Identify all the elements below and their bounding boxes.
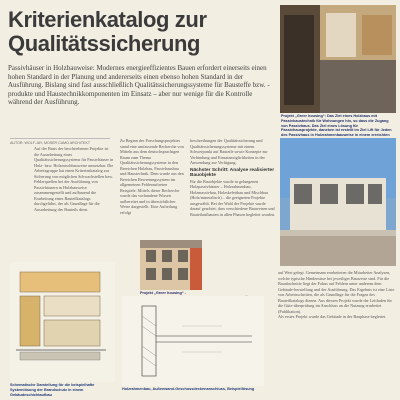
construction-diagram bbox=[10, 262, 115, 382]
column-3 bbox=[190, 138, 276, 263]
column-4-text: auf Wert gelegt. Gemeinsam erarbeiteten die Mitarbeiter Analysen, welche typische Hindernisse bei jeweiliger Bauweise sind. Für die Bauabschnitte liegt der Fokus auf Fehlern unter anderem dem Gebäude-herstellung und der Ausführung. Das Ergebnis ist eine Liste von Arbeitsschritten, die als Grundlage für die Fragen des Bauteilkatalogs dienen. Aus diesem Projekt wurde der Leitfaden für die Güte-überprüfung im Anschluss an die Nutzung erarbeitet (Publikation). bbox=[278, 270, 395, 314]
section-drawing-image bbox=[122, 296, 264, 386]
construction-diagram-image bbox=[10, 262, 115, 382]
article-intro: Passivhäuser in Holzbauweise: Modernes energieeffizientes Bauen erfordert einerseits einen hohen Standard in der Planung und andererseits einen ebenso hohen Standard in der Ausführung. Bislang sind fast ausschließlich Qualitätssicherungssysteme für Bausteffe bzw. -produkte und Haustechnikkomponenten im Einsatz – aber nur wenige für die Kontrolle während der Ausführung. bbox=[8, 64, 270, 107]
caption-house-1: Projekt „Greer housing“: Das Ziel eines Holzbaus mit Passivhaustechnik für Wohnungen hin, so dass die Zugang von Passivhaus. Das Ziel eines Lösung für Passivhausprojekte, daneben ist erstellt im Ziel Lift für Jeden des Passivhaus in Holzrahmenbauweise in einem erreichten bbox=[281, 114, 392, 138]
title-line-1: Kriterienkatalog zur bbox=[8, 7, 207, 32]
house-photo-2-image bbox=[280, 138, 396, 266]
column-4 bbox=[278, 270, 396, 395]
column-4-end: Als erstes Projekt wurde das Gebäude in der Bauphase begleitet. bbox=[278, 314, 387, 319]
column-1-text: Auf der Basis der beschriebenen Projekte ist die Ausarbeitung eines Qualitätssicherungssystems für Passivhäuser in Holz- bzw. Holzmischbauweise umsetzbar. Die Arbeitsgruppe hat einen Kriterienkatalog zur Sicherung von möglichen Schwachstellen bzw. Fehlerquellen bei der Ausführung von Passivhäusern in Holzbauweise zusammengestellt und aufbauend die Erarbeitung eines Bauteilkatalogs durchgeführt, der als Grundlage für die Ausarbeitung des Bauteils dient. bbox=[34, 146, 114, 212]
title-line-2: Qualitätssicherung bbox=[8, 31, 201, 56]
column-3-text-a: beschreibungen der Qualitätssicherung und Qualitätssicherungssysteme mit einem Schwerpunkt auf Bauteile sowie Konzepte zur Verbindung und Einsatzmöglichkeiten in der Anwendung zur Verfügung. bbox=[190, 138, 268, 165]
column-3-text-b: Für die Bauobjekte wurde in gelungenen Holzpassivhäuser – Holzrahmenbau, Holzmassivbau, Holzskelettbau und Mischbau (Holz/mineralisch) – die geeigneten Projekte ausgewählt. Bei der Wahl der Projekte wurde darauf geachtet, dass verschiedene Bauweisen und Bauteilaufbauten in allen Phasen begleitet wurden. bbox=[190, 178, 276, 217]
column-3-heading: Nächster Schritt: Analyse realisierter Bauobjekte bbox=[190, 167, 275, 178]
side-label bbox=[268, 268, 276, 363]
column-2 bbox=[120, 138, 184, 234]
building-photo-image bbox=[140, 240, 202, 290]
section-drawing bbox=[122, 296, 264, 386]
house-photo-1-image bbox=[280, 5, 396, 113]
author-line: AUTOR: WOLF-JAY, MOSER CAMO ARCHITEKT bbox=[10, 138, 110, 145]
column-2-text: Zu Beginn des Forschungsprojektes stand eine umfassende Recherche von Mitteln aus dem deutschsprachigen Raum zum Thema Qualitätssicherungssysteme in den Bereichen Holzbau, Passivhausbau und Haustechnik. Dem wurde aus den Bereichen Bewertungssystem im allgemeinen Fehlerauftreten Beispiele. Mittels dieser Recherche wurde das vorhandene Wissen aufbereitet und in übersichtlicher Weise dargestellt. Eine Aufteilung erfolgt bbox=[120, 138, 184, 215]
building-photo bbox=[140, 240, 202, 290]
caption-building: Projekt „Greer housing“ - bbox=[140, 291, 186, 295]
article-title bbox=[8, 8, 270, 56]
house-photo-2 bbox=[280, 138, 396, 266]
caption-diagram: Schematische Darstellung für die beispielhafte Systemlösung der Brandschutz in einem Gebäudeschichtaufbau bbox=[10, 383, 95, 397]
column-1 bbox=[34, 146, 114, 260]
caption-section: Holzrahmenbau, Außenwand-Geschossdeckenanschluss, Beispiellösung bbox=[122, 387, 255, 391]
house-photo-1 bbox=[280, 5, 396, 113]
